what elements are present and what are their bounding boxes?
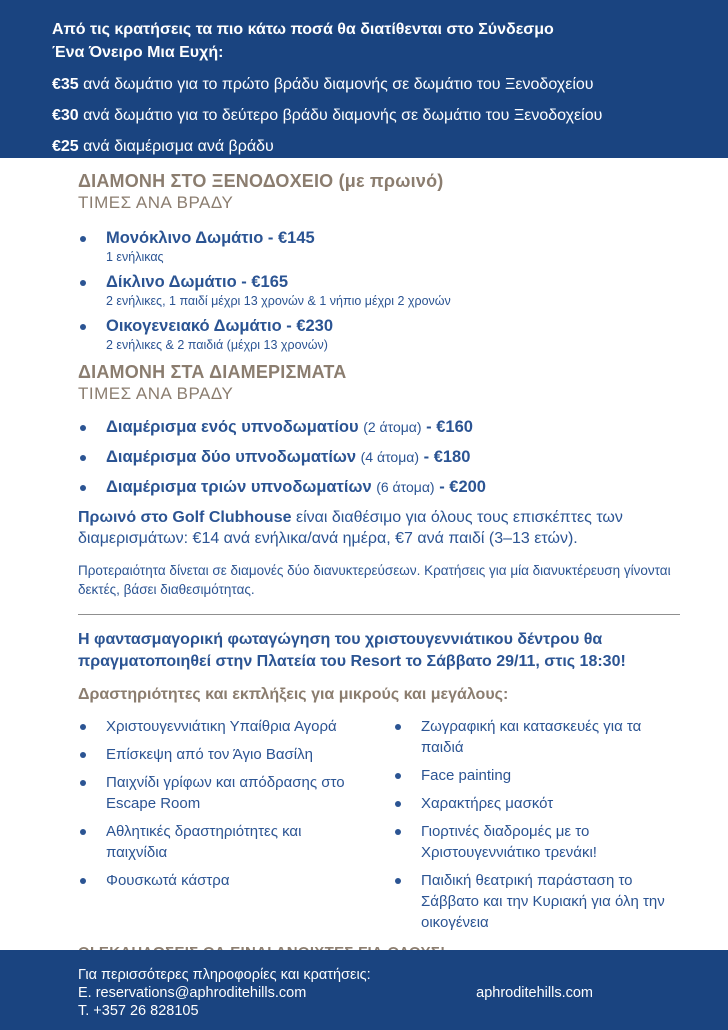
divider (78, 614, 680, 615)
bullet-icon (80, 752, 86, 758)
hotel-section-subtitle: ΤΙΜΕΣ ΑΝΑ ΒΡΑΔΥ (78, 193, 234, 212)
room-name-price: Δίκλινο Δωμάτιο - €165 (106, 273, 289, 291)
donation-text: ανά διαμέρισμα ανά βράδυ (83, 138, 274, 155)
list-item (393, 870, 670, 933)
activity-label: Face painting (421, 767, 512, 784)
list-item (393, 765, 670, 786)
donation-amount: €35 (52, 76, 79, 93)
donation-line (52, 106, 688, 126)
list-item (78, 417, 680, 437)
activity-label: Παιδική θεατρική παράσταση το Σάββατο και την Κυριακή για όλη την οικογένεια (421, 872, 665, 931)
breakfast-note-rest: είναι διαθέσιμο για όλους τους επισκέπτες των διαμερισμάτων: €14 ανά ενήλικα/ανά ημέρα, €7 ανά παιδί (3–13 ετών). (78, 509, 623, 547)
bullet-icon (80, 236, 86, 242)
list-item (78, 477, 680, 497)
hotel-section-title: ΔΙΑΜΟΝΗ ΣΤΟ ΞΕΝΟΔΟΧΕΙΟ (με πρωινό) (78, 171, 444, 191)
room-name-price: Μονόκλινο Δωμάτιο - €145 (106, 229, 315, 247)
bullet-icon (80, 878, 86, 884)
hotel-item-body (106, 316, 333, 353)
footer-info-line: Για περισσότερες πληροφορίες και κρατήσεις: (78, 967, 371, 983)
apartment-name: Διαμέρισμα δύο υπνοδωματίων (106, 448, 357, 466)
apartment-line (106, 417, 473, 437)
apartment-price: - €180 (423, 448, 471, 466)
footer-email: E. reservations@aphroditehills.com (78, 985, 307, 1001)
apartments-section-subtitle: ΤΙΜΕΣ ΑΝΑ ΒΡΑΔΥ (78, 384, 234, 403)
activities-title: Δραστηριότητες και εκπλήξεις για μικρούς και μεγάλους: (78, 686, 509, 703)
bullet-icon (395, 801, 401, 807)
activity-label: Παιχνίδι γρίφων και απόδρασης στο Escape Room (106, 774, 345, 812)
list-item (78, 744, 355, 765)
activities-left-column (78, 716, 379, 940)
apartment-occupancy: (6 άτομα) (376, 479, 435, 495)
hotel-item-body (106, 228, 315, 265)
donation-amount: €30 (52, 107, 79, 124)
activities-columns (78, 716, 680, 940)
donation-line (52, 137, 688, 157)
bullet-icon (80, 280, 86, 286)
banner-headline-line2: Ένα Όνειρο Μια Ευχή: (52, 44, 224, 61)
banner-headline-line1: Από τις κρατήσεις τα πιο κάτω ποσά θα διατίθενται στο Σύνδεσμο (52, 21, 554, 38)
activity-label: Χαρακτήρες μασκότ (421, 795, 554, 812)
activity-label: Ζωγραφική και κατασκευές για τα παιδιά (421, 718, 642, 756)
apartments-section-title: ΔΙΑΜΟΝΗ ΣΤΑ ΔΙΑΜΕΡΙΣΜΑΤΑ (78, 362, 347, 382)
footer-contact-block (78, 966, 371, 1030)
footer-phone: T. +357 26 828105 (78, 1003, 199, 1019)
list-item (78, 272, 680, 309)
bullet-icon (80, 829, 86, 835)
bullet-icon (80, 455, 86, 461)
activities-right-column (379, 716, 680, 940)
apartments-section-header (78, 361, 680, 405)
bullet-icon (80, 780, 86, 786)
footer (0, 950, 728, 1030)
activity-label: Γιορτινές διαδρομές με το Χριστουγεννιάτικο τρενάκι! (421, 823, 597, 861)
activity-label: Αθλητικές δραστηριότητες και παιχνίδια (106, 823, 302, 861)
bullet-icon (395, 878, 401, 884)
breakfast-note-bold: Πρωινό στο Golf Clubhouse (78, 509, 292, 526)
donation-amount: €25 (52, 138, 79, 155)
room-name-price: Οικογενειακό Δωμάτιο - €230 (106, 317, 334, 335)
donation-text: ανά δωμάτιο για το πρώτο βράδυ διαμονής σε δωμάτιο του Ξενοδοχείου (83, 76, 594, 93)
apartment-name: Διαμέρισμα ενός υπνοδωματίου (106, 418, 359, 436)
bullet-icon (80, 425, 86, 431)
apartment-line (106, 447, 470, 467)
list-item (78, 821, 355, 863)
tree-lighting-announcement: Η φαντασμαγορική φωταγώγηση του χριστουγεννιάτικου δέντρου θα πραγματοποιηθεί στην Πλατεία του Resort το Σάββατο 29/11, στις 18:30! (78, 631, 626, 670)
donation-text: ανά δωμάτιο για το δεύτερο βράδυ διαμονής σε δωμάτιο του Ξενοδοχείου (83, 107, 603, 124)
main-content (0, 170, 728, 961)
apartment-name: Διαμέρισμα τριών υπνοδωματίων (106, 478, 372, 496)
list-item (78, 716, 355, 737)
bullet-icon (80, 485, 86, 491)
activity-label: Επίσκεψη από τον Άγιο Βασίλη (106, 746, 313, 763)
banner-headline (52, 18, 688, 64)
room-occupancy-detail: 2 ενήλικες, 1 παιδί μέχρι 13 χρονών & 1 νήπιο μέχρι 2 χρονών (106, 294, 451, 308)
list-item (393, 821, 670, 863)
list-item (78, 316, 680, 353)
donation-banner (0, 0, 728, 158)
list-item (393, 793, 670, 814)
activity-label: Φουσκωτά κάστρα (106, 872, 230, 889)
apartment-price: - €200 (439, 478, 486, 496)
activity-label: Χριστουγεννιάτικη Υπαίθρια Αγορά (106, 718, 337, 735)
priority-note: Προτεραιότητα δίνεται σε διαμονές δύο διανυκτερεύσεων. Κρατήσεις για μία διανυκτέρευση γίνονται δεκτές, βάσει διαθεσιμότητας. (78, 563, 671, 597)
hotel-section-header (78, 170, 680, 214)
bullet-icon (80, 324, 86, 330)
list-item (78, 772, 355, 814)
list-item (78, 870, 355, 891)
list-item (393, 716, 670, 758)
footer-website-block (476, 966, 593, 1030)
apartment-occupancy: (2 άτομα) (363, 419, 422, 435)
room-occupancy-detail: 1 ενήλικας (106, 250, 164, 264)
bullet-icon (395, 829, 401, 835)
list-item (78, 447, 680, 467)
apartment-price-list (78, 417, 680, 497)
bullet-icon (80, 724, 86, 730)
apartment-line (106, 477, 486, 497)
donation-line (52, 75, 688, 95)
bullet-icon (395, 773, 401, 779)
list-item (78, 228, 680, 265)
apartment-occupancy: (4 άτομα) (360, 449, 420, 465)
hotel-item-body (106, 272, 451, 309)
room-occupancy-detail: 2 ενήλικες & 2 παιδιά (μέχρι 13 χρονών) (106, 338, 328, 352)
apartment-price: - €160 (426, 418, 473, 436)
footer-website: aphroditehills.com (476, 985, 593, 1001)
bullet-icon (395, 724, 401, 730)
breakfast-note (78, 507, 623, 549)
hotel-price-list (78, 228, 680, 353)
